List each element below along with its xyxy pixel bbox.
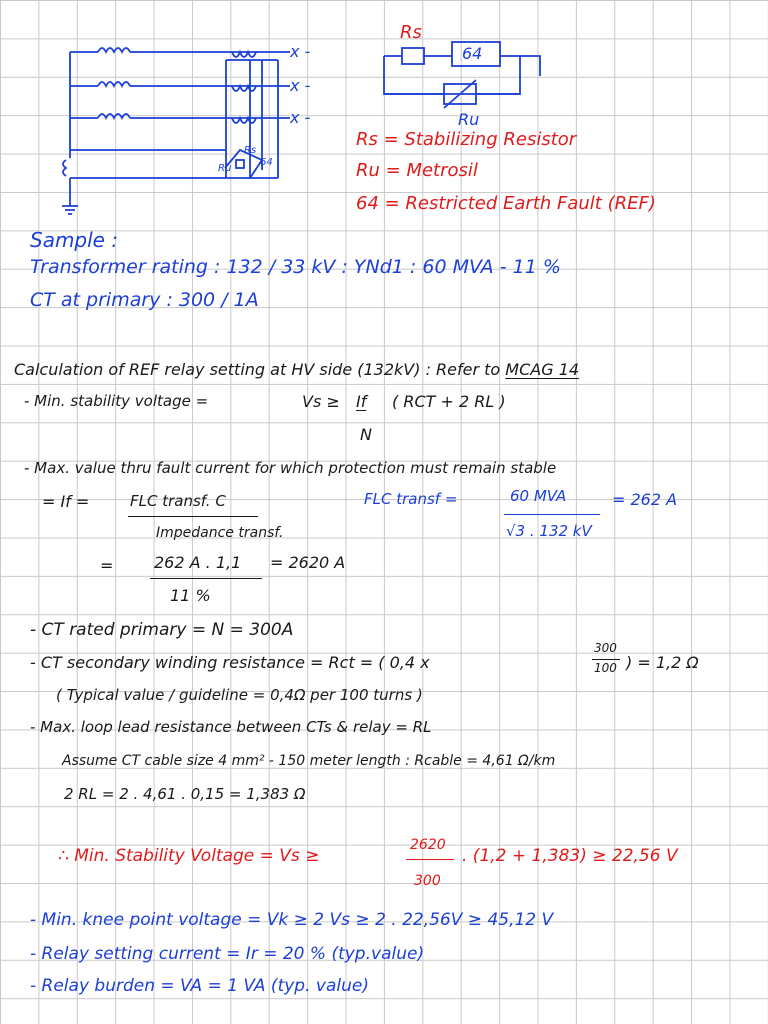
- result-denominator: 300: [414, 873, 441, 889]
- relay-64-label: 64: [462, 44, 483, 63]
- flc-label: FLC transf =: [364, 490, 458, 508]
- phase-2-terminal: x -: [290, 76, 311, 95]
- two-rl-calc: 2 RL = 2 . 4,61 . 0,15 = 1,383 Ω: [64, 785, 306, 803]
- flc-denominator: √3 . 132 kV: [506, 522, 592, 540]
- ct-rated-primary: - CT rated primary = N = 300A: [30, 620, 294, 640]
- eq2-sign: =: [100, 556, 114, 575]
- result-fraction-bar: [406, 859, 454, 860]
- min-stability-voltage-result: ∴ Min. Stability Voltage = Vs ≥: [58, 846, 320, 866]
- legend-ru: Ru = Metrosil: [356, 160, 478, 181]
- coil-1: [98, 48, 130, 52]
- stability-vs: Vs ≥: [302, 392, 340, 411]
- ct-frac-bar: [592, 659, 620, 660]
- result-rest: . (1,2 + 1,383) ≥ 22,56 V: [462, 846, 678, 866]
- relay-setting-current: - Relay setting current = Ir = 20 % (typ.value): [30, 944, 425, 964]
- if-denominator: Impedance transf.: [156, 525, 284, 541]
- loop-resistance: - Max. loop lead resistance between CTs & relay = RL: [30, 718, 432, 736]
- earth-symbol: [62, 178, 78, 214]
- sample-rating: Transformer rating : 132 / 33 kV : YNd1 : 60 MVA - 11 %: [30, 256, 561, 278]
- phase-3-terminal: x -: [290, 108, 311, 127]
- if-fraction-bar: [128, 516, 258, 517]
- legend-rs: Rs = Stabilizing Resistor: [356, 129, 577, 150]
- coil-3: [98, 114, 130, 118]
- eq2-numerator: 262 A . 1,1: [154, 553, 242, 572]
- flc-fraction-bar: [504, 514, 600, 515]
- legend-ref: 64 = Restricted Earth Fault (REF): [356, 193, 656, 214]
- rs-small-label: Rs: [244, 145, 257, 156]
- eq2-result: = 2620 A: [270, 553, 346, 572]
- ct-frac-den: 100: [594, 661, 617, 675]
- ct-secondary-resistance: - CT secondary winding resistance = Rct = ( 0,4 x: [30, 653, 430, 672]
- ct-secondary-result: ) = 1,2 Ω: [626, 653, 699, 672]
- if-equals: = If =: [42, 492, 90, 511]
- max-value-text: - Max. value thru fault current for which protection must remain stable: [24, 459, 557, 477]
- eq2-fraction-bar: [150, 578, 262, 579]
- knee-point-voltage: - Min. knee point voltage = Vk ≥ 2 Vs ≥ 2 . 22,56V ≥ 45,12 V: [30, 910, 554, 930]
- phase-1-terminal: x -: [290, 42, 311, 61]
- eq2-denominator: 11 %: [170, 586, 211, 605]
- calc-title-text: Calculation of REF relay setting at HV side (132kV) : Refer to: [14, 360, 501, 379]
- flc-result: = 262 A: [612, 490, 678, 509]
- ru-small-label: Ru: [218, 163, 232, 174]
- if-numerator: FLC transf. C: [130, 492, 226, 510]
- ref-circuit-diagram: [0, 0, 768, 220]
- stability-if: If: [356, 392, 367, 411]
- sample-heading: Sample :: [30, 228, 119, 252]
- calc-title-ref: MCAG 14: [505, 360, 580, 379]
- phase-lines: [130, 52, 290, 118]
- coil-2: [98, 82, 130, 86]
- winding-connections: [70, 52, 98, 118]
- ru-label: Ru: [458, 110, 480, 129]
- rs-label: Rs: [400, 22, 422, 43]
- stability-n: N: [360, 425, 372, 444]
- flc-numerator: 60 MVA: [510, 487, 567, 505]
- rs-resistor: [402, 48, 424, 64]
- ct-frac-num: 300: [594, 641, 617, 655]
- calc-title: [14, 362, 579, 378]
- relay-small-box: [236, 160, 244, 168]
- stability-rest: ( RCT + 2 RL ): [392, 392, 506, 411]
- relay-small-label: 64: [260, 157, 273, 168]
- neutral-ct: [63, 160, 66, 176]
- cable-assumption: Assume CT cable size 4 mm² - 150 meter length : Rcable = 4,61 Ω/km: [62, 753, 556, 769]
- relay-burden: - Relay burden = VA = 1 VA (typ. value): [30, 976, 369, 996]
- typical-value-note: ( Typical value / guideline = 0,4Ω per 100 turns ): [56, 686, 423, 704]
- result-numerator: 2620: [410, 837, 446, 853]
- stability-voltage-label: - Min. stability voltage =: [24, 392, 209, 410]
- sample-ct: CT at primary : 300 / 1A: [30, 289, 259, 311]
